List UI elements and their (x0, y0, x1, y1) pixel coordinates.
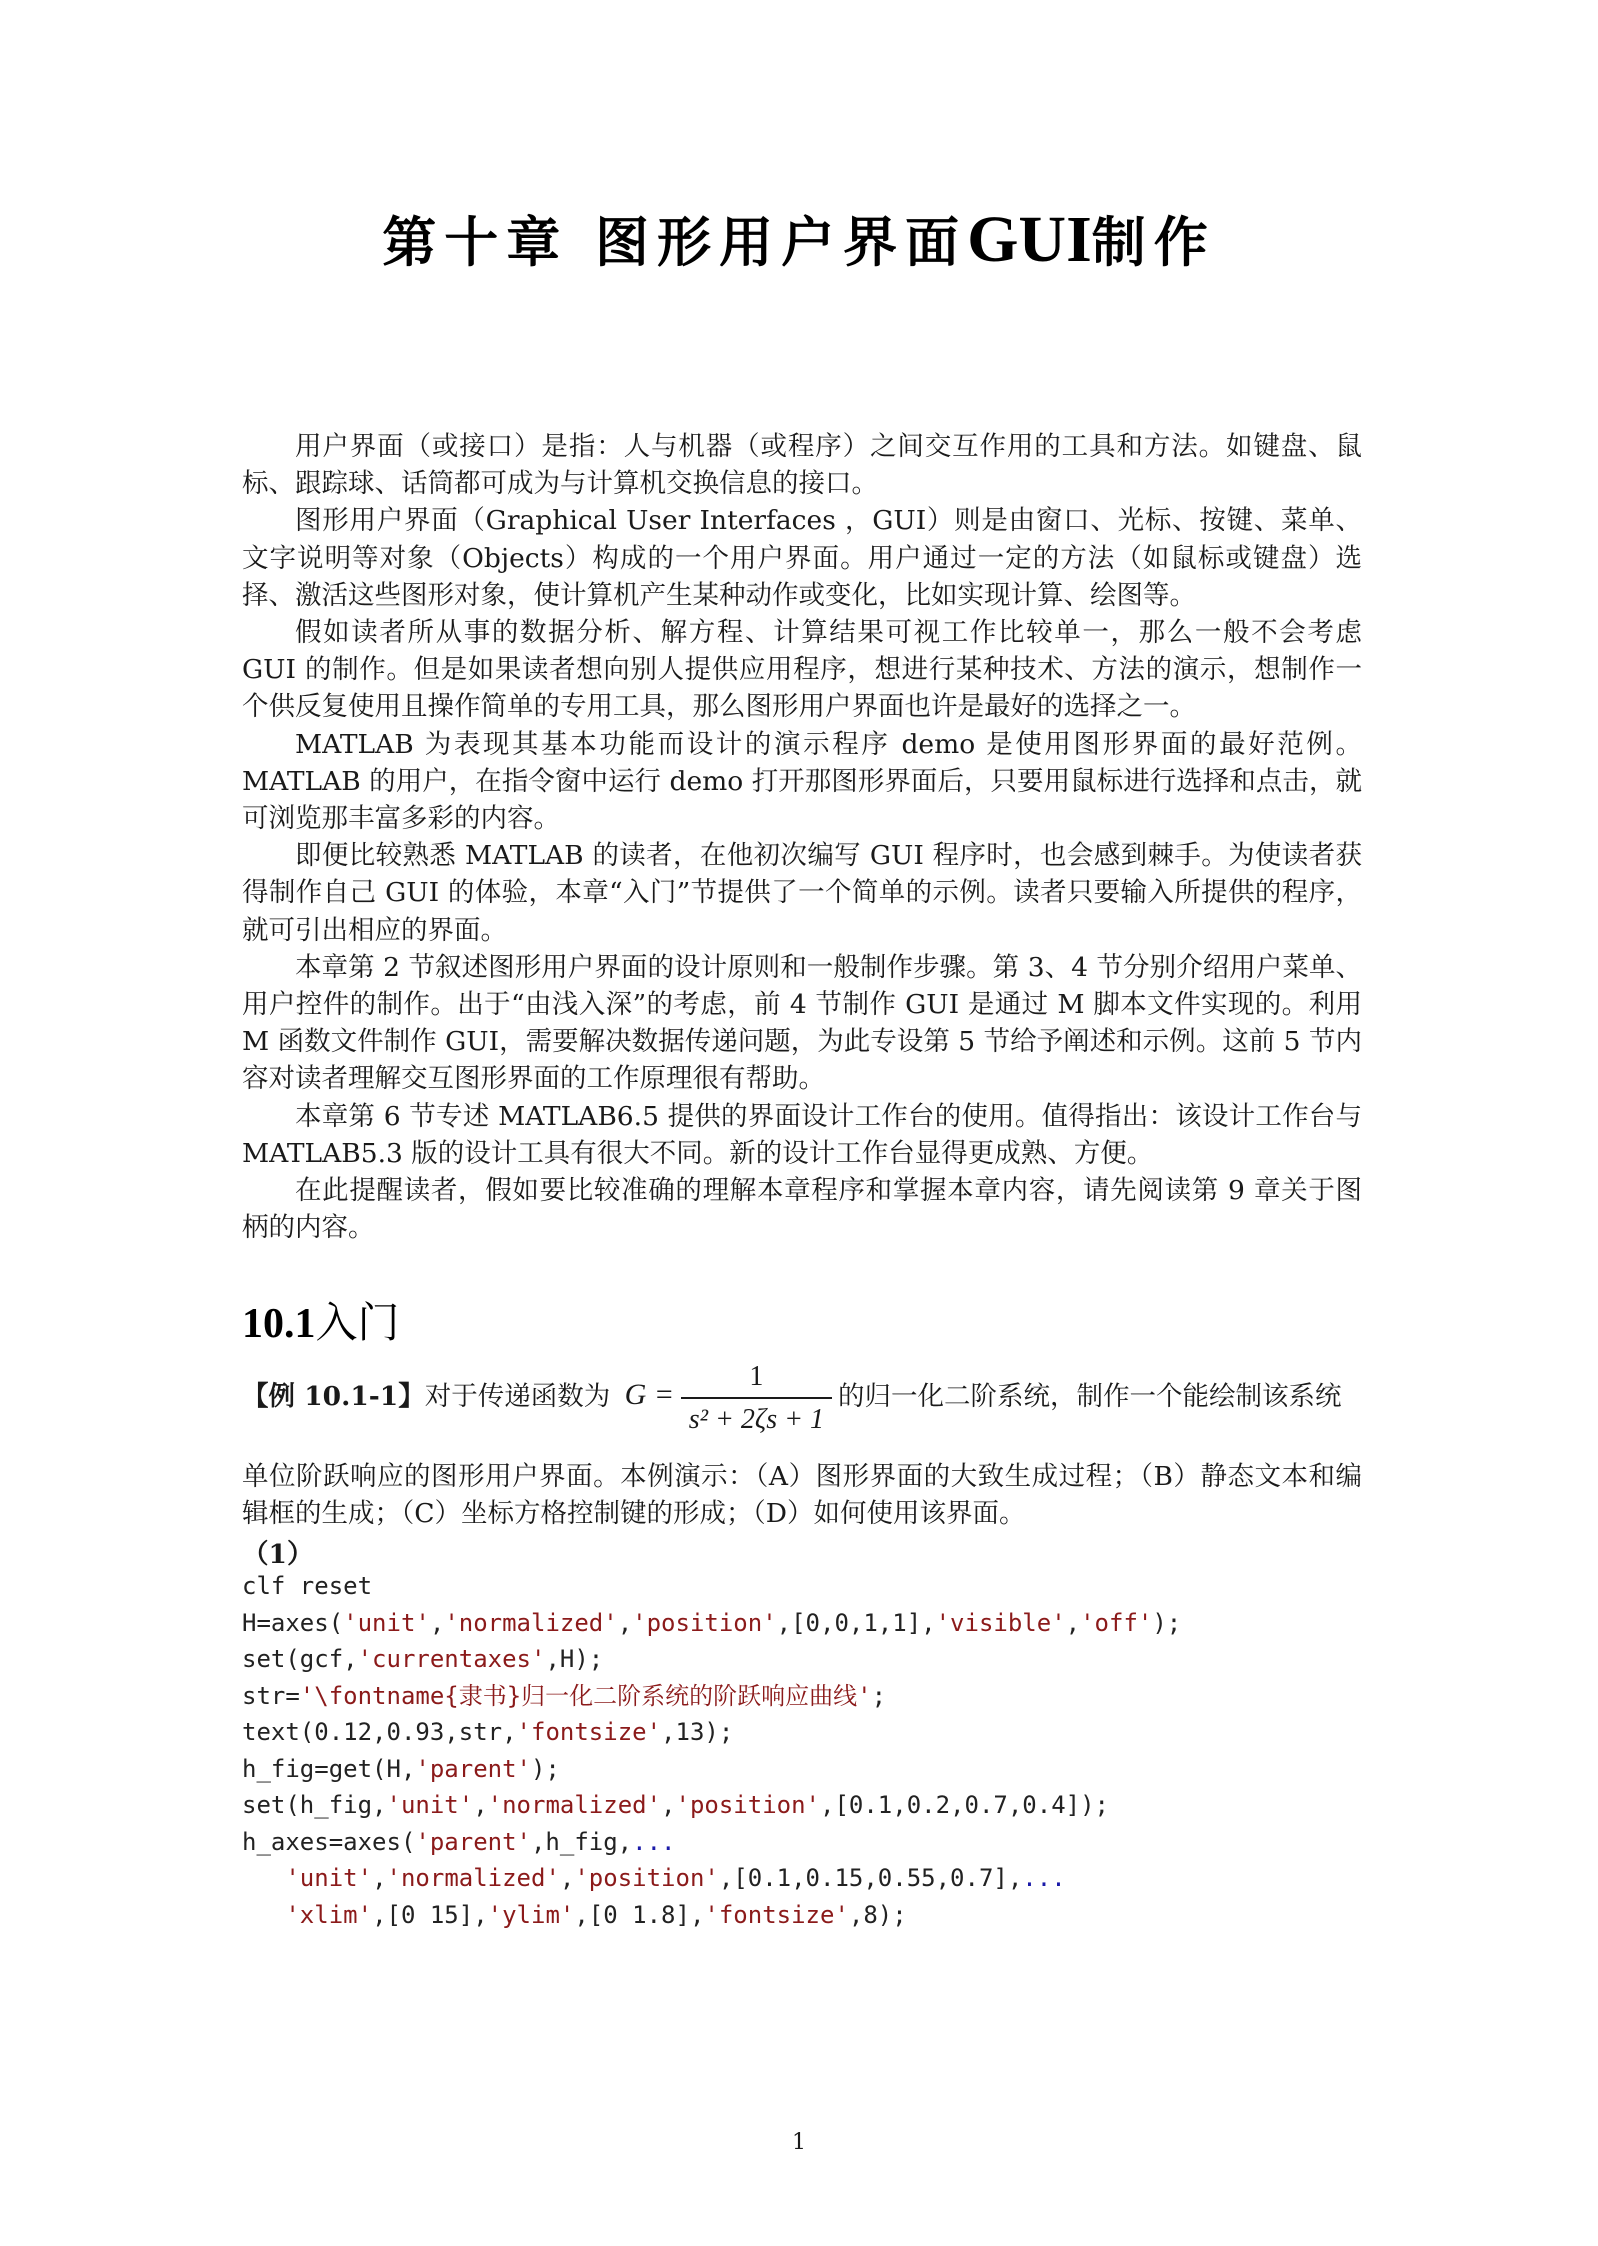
fraction (681, 1358, 832, 1438)
paragraph: 在此提醒读者，假如要比较准确的理解本章程序和掌握本章内容，请先阅读第 9 章关于图柄的内容。 (242, 1175, 1362, 1244)
example-statement (242, 1358, 1362, 1458)
code-line: set(h_fig,'unit','normalized','position',[0.1,0.2,0.7,0.4]); (242, 1791, 1109, 1819)
code-block (242, 1568, 1362, 1933)
paragraph: 本章第 6 节专述 MATLAB6.5 提供的界面设计工作台的使用。值得指出：该设计工作台与 MATLAB5.3 版的设计工具有很大不同。新的设计工作台显得更成熟、方便。 (242, 1100, 1362, 1169)
section-number: 10.1 (242, 1301, 316, 1347)
intro-body (242, 428, 1362, 1246)
code-line: clf reset (242, 1572, 373, 1600)
chapter-title-gui: GUI (967, 203, 1092, 276)
example-lead: 对于传递函数为 (424, 1381, 611, 1412)
paragraph: MATLAB 为表现其基本功能而设计的演示程序 demo 是使用图形界面的最好范例。MATLAB 的用户，在指令窗中运行 demo 打开那图形界面后，只要用鼠标进行选择和点击，就可浏览那丰富多彩的内容。 (242, 728, 1362, 835)
page-number: 1 (792, 2130, 806, 2155)
transfer-function-equation (625, 1358, 832, 1438)
code-line: text(0.12,0.93,str,'fontsize',13); (242, 1718, 734, 1746)
chapter-title (0, 200, 1598, 278)
code-line: 'unit','normalized','position',[0.1,0.15,0.55,0.7],... (285, 1864, 1066, 1892)
code-line: set(gcf,'currentaxes',H); (242, 1645, 604, 1673)
paragraph: 本章第 2 节叙述图形用户界面的设计原则和一般制作步骤。第 3、4 节分别介绍用户菜单、用户控件的制作。出于“由浅入深”的考虑，前 4 节制作 GUI 是通过 M 脚本文件实现的。利用 M 函数文件制作 GUI，需要解决数据传递问题，为此专设第 5 节给予阐述和示例。这前 5 节内容对读者理解交互图形界面的工作原理很有帮助。 (242, 951, 1362, 1095)
example-tail: 的归一化二阶系统，制作一个能绘制该系统 (838, 1381, 1342, 1412)
chapter-title-suffix: 制作 (1091, 211, 1216, 274)
paragraph: 假如读者所从事的数据分析、解方程、计算结果可视工作比较单一，那么一般不会考虑 GUI 的制作。但是如果读者想向别人提供应用程序，想进行某种技术、方法的演示，想制作一个供反复使用且操作简单的专用工具，那么图形用户界面也许是最好的选择之一。 (242, 617, 1362, 723)
code-line: str='\fontname{隶书}归一化二阶系统的阶跃响应曲线'; (242, 1681, 887, 1710)
paragraph: 图形用户界面（Graphical User Interfaces ，GUI）则是由窗口、光标、按键、菜单、文字说明等对象（Objects）构成的一个用户界面。用户通过一定的方法（如鼠标或键盘）选择、激活这些图形对象，使计算机产生某种动作或变化，比如实现计算、绘图等。 (242, 505, 1362, 611)
chapter-title-main: 第十章 图形用户界面 (382, 211, 968, 274)
paragraph: 用户界面（或接口）是指：人与机器（或程序）之间交互作用的工具和方法。如键盘、鼠标、跟踪球、话筒都可成为与计算机交换信息的接口。 (242, 431, 1362, 500)
fraction-denominator: s² + 2ζs + 1 (681, 1397, 832, 1438)
fraction-numerator: 1 (749, 1361, 764, 1392)
paragraph: 即便比较熟悉 MATLAB 的读者，在他初次编写 GUI 程序时，也会感到棘手。为使读者获得制作自己 GUI 的体验，本章“入门”节提供了一个简单的示例。读者只要输入所提供的程序，就可引出相应的界面。 (242, 840, 1362, 946)
section-title: 入门 (315, 1298, 400, 1347)
code-line: h_fig=get(H,'parent'); (242, 1754, 560, 1783)
step-label: （1） (242, 1539, 314, 1570)
code-line: H=axes('unit','normalized','position',[0,0,1,1],'visible','off'); (242, 1608, 1182, 1637)
equation-lhs: G = (624, 1378, 675, 1412)
example-label: 【例 10.1-1】 (242, 1381, 425, 1412)
code-line: h_axes=axes('parent',h_fig,... (242, 1827, 676, 1856)
code-line: 'xlim',[0 15],'ylim',[0 1.8],'fontsize',8); (285, 1900, 907, 1929)
section-heading (242, 1290, 400, 1350)
example-description: 单位阶跃响应的图形用户界面。本例演示：（A）图形界面的大致生成过程；（B）静态文本和编辑框的生成；（C）坐标方格控制键的形成；（D）如何使用该界面。 (242, 1461, 1362, 1529)
